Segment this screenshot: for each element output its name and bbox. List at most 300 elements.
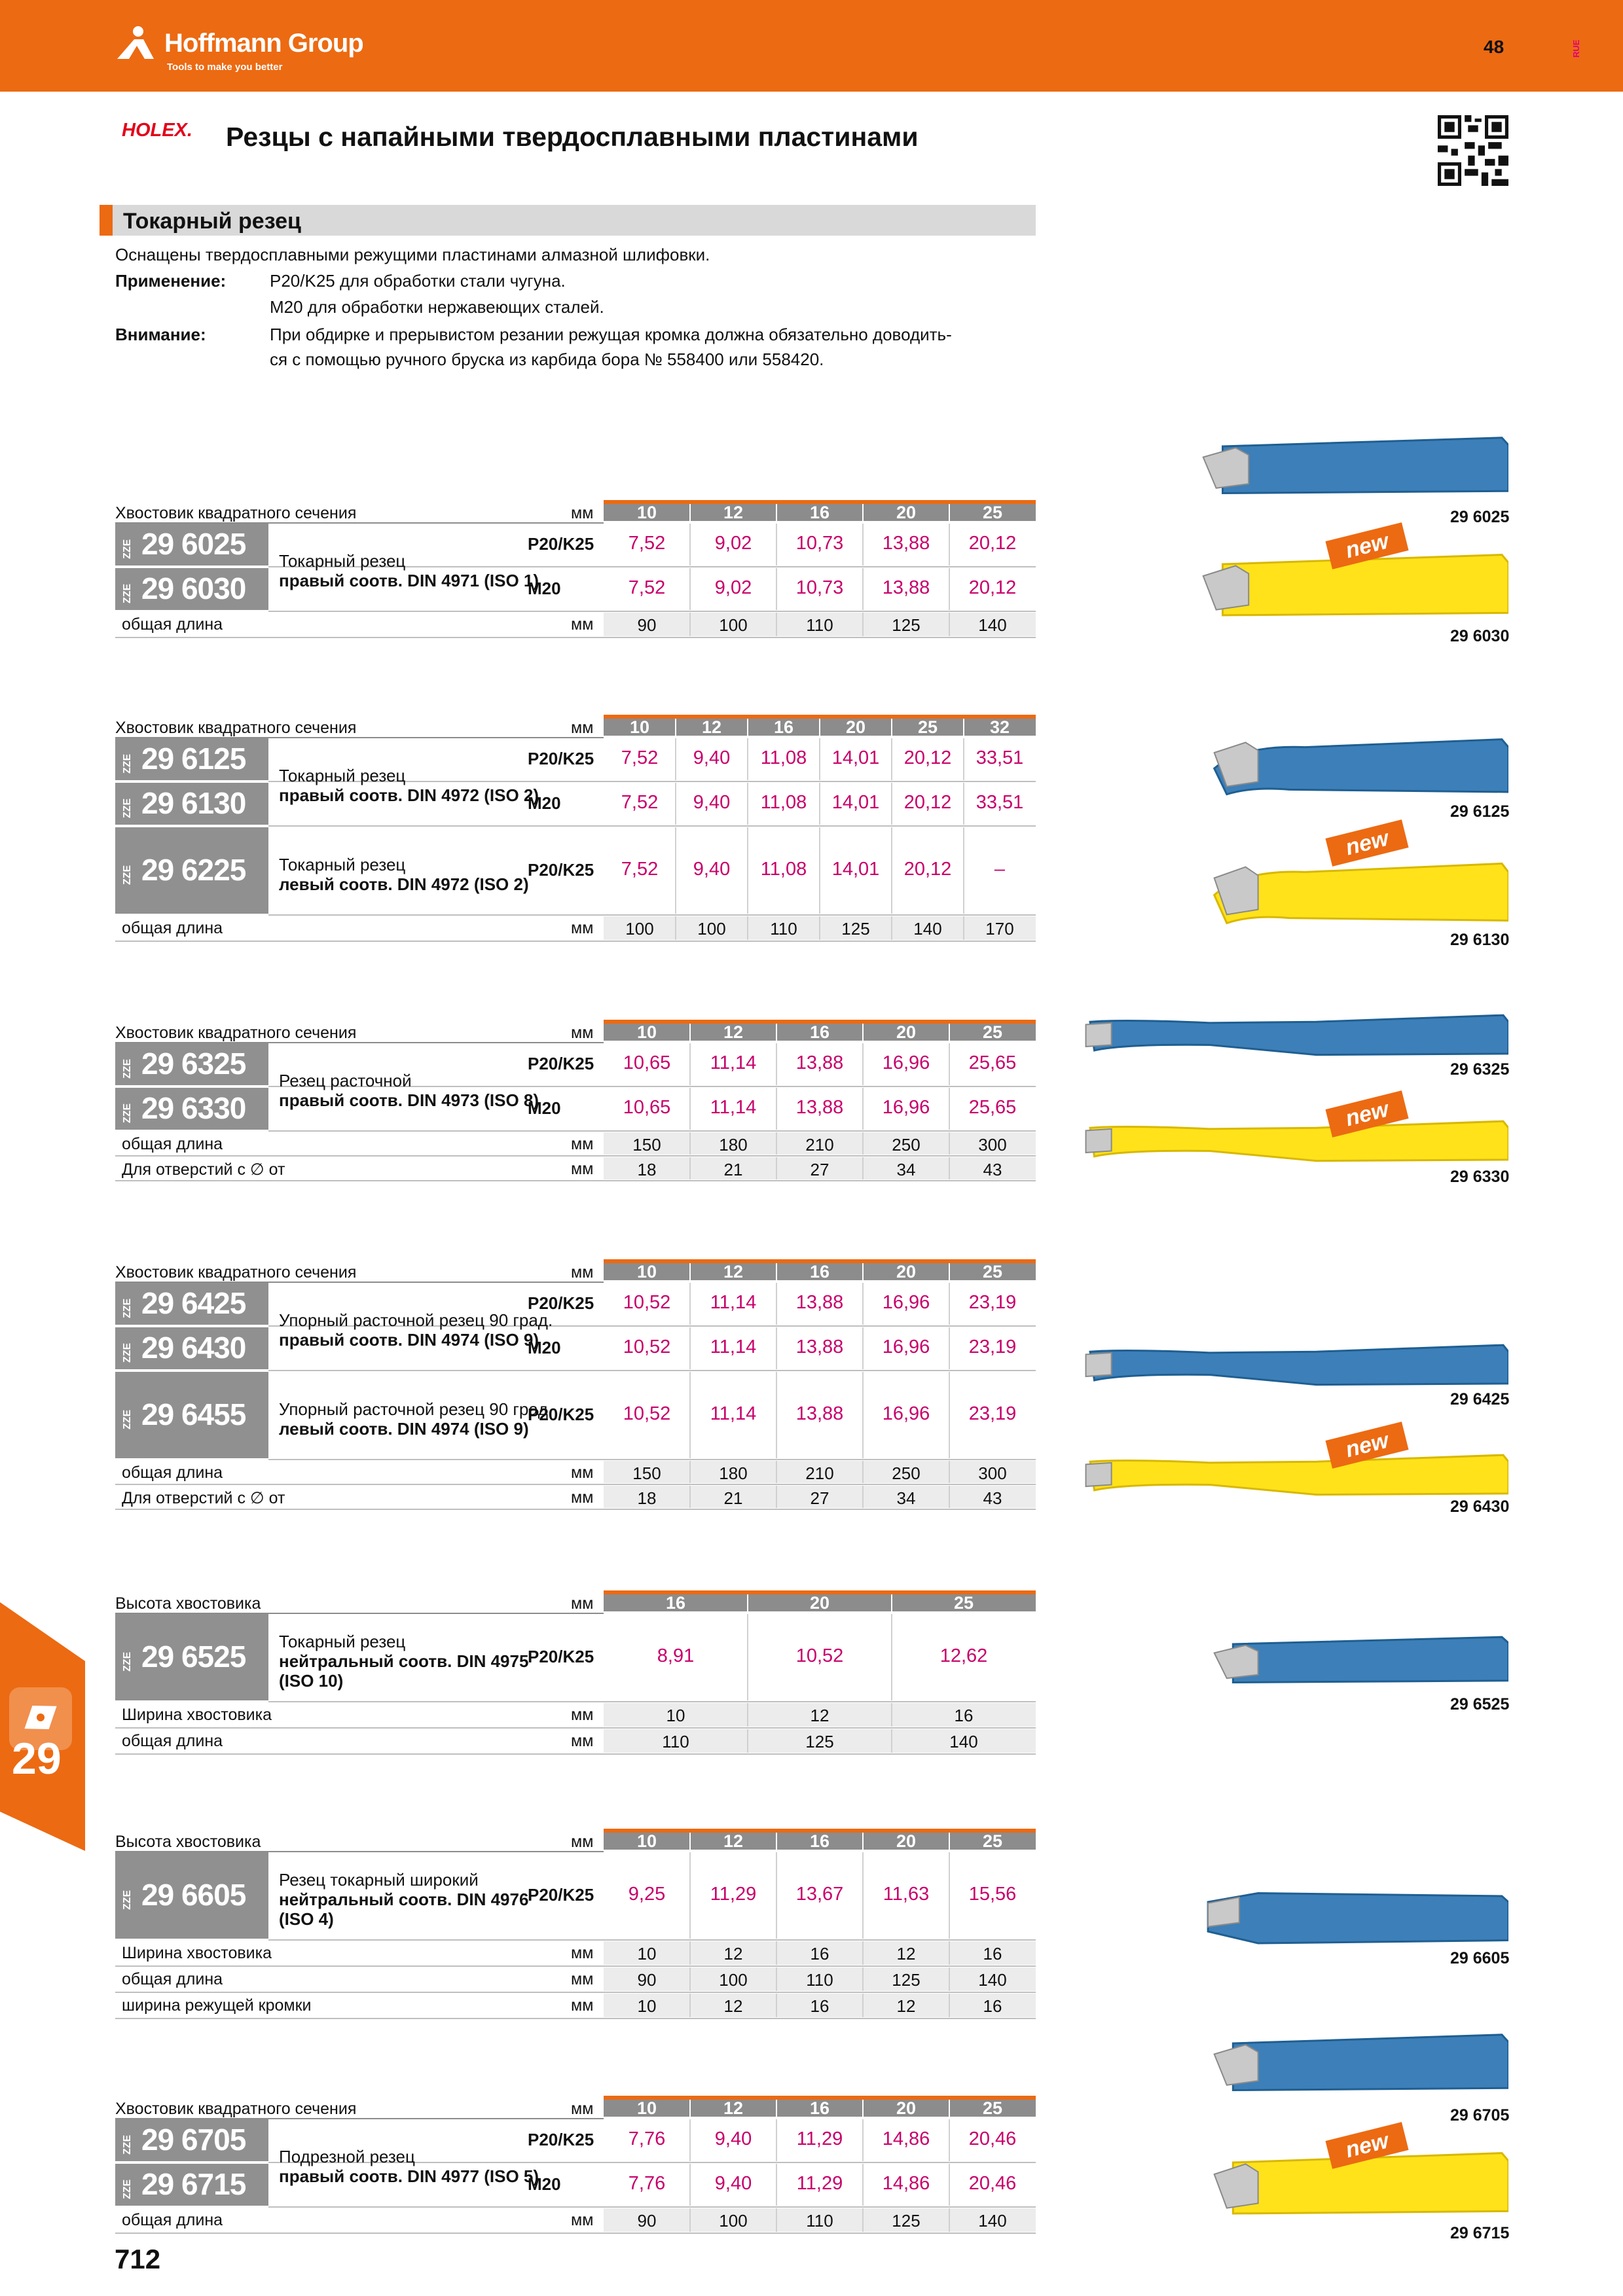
spec-row-value: 43 <box>983 1160 1002 1179</box>
price-cell[interactable]: 20,12 <box>903 859 952 880</box>
zz-code: ZZE <box>122 1103 133 1123</box>
row-divider <box>268 1370 1036 1371</box>
tool-caption: 29 6715 <box>1450 2224 1510 2242</box>
column-divider <box>819 916 820 940</box>
price-cell[interactable]: – <box>994 859 1006 880</box>
column-divider <box>776 1994 777 2017</box>
column-divider <box>689 524 691 565</box>
column-divider <box>776 2208 777 2232</box>
size-header-cell: 20 <box>896 1022 917 1042</box>
spec-row-unit: мм <box>571 2211 594 2229</box>
column-divider <box>963 719 964 737</box>
column-divider <box>675 719 676 737</box>
table-head-label: Высота хвостовика <box>115 1833 261 1851</box>
tool-image <box>1195 725 1508 804</box>
price-cell[interactable]: 16,96 <box>882 1403 930 1424</box>
table-head-label: Хвостовик квадратного сечения <box>115 504 357 522</box>
column-divider <box>949 1486 950 1508</box>
price-cell[interactable]: 33,51 <box>976 747 1024 768</box>
price-cell[interactable]: 7,76 <box>628 2173 666 2194</box>
description-line: нейтральный соотв. DIN 4975 <box>279 1651 529 1671</box>
row-divider <box>115 1965 1036 1967</box>
spec-row-value: 16 <box>983 1944 1002 1964</box>
price-cell[interactable]: 9,40 <box>693 859 731 880</box>
article-number-box[interactable] <box>115 568 268 610</box>
size-header-cell: 10 <box>636 2098 657 2118</box>
column-divider <box>689 504 691 522</box>
article-number-box[interactable] <box>115 1614 268 1700</box>
spec-row-value: 90 <box>637 1970 657 1990</box>
spec-row-value: 110 <box>806 1970 833 1990</box>
article-number: 29 6125 <box>141 742 246 776</box>
column-divider <box>963 916 964 940</box>
description-line: Подрезной резец <box>279 2147 415 2166</box>
column-divider <box>747 916 748 940</box>
price-cell[interactable]: 25,65 <box>968 1052 1017 1073</box>
price-cell[interactable]: 13,88 <box>795 1403 844 1424</box>
price-cell[interactable]: 11,29 <box>796 2173 843 2194</box>
price-cell[interactable]: 9,25 <box>628 1884 666 1905</box>
spec-row-label: общая длина <box>122 615 223 634</box>
column-divider <box>949 568 950 610</box>
price-cell[interactable]: 13,88 <box>795 1336 844 1357</box>
column-divider <box>776 1263 777 1282</box>
article-number-box[interactable] <box>115 1283 268 1325</box>
spec-row-value: 110 <box>806 615 833 635</box>
column-divider <box>862 1833 864 1851</box>
price-cell[interactable]: 16,96 <box>882 1336 930 1357</box>
price-cell[interactable]: 9,02 <box>714 577 752 598</box>
size-header-cell: 20 <box>896 503 917 522</box>
row-divider <box>268 1130 1036 1132</box>
price-cell[interactable]: 11,14 <box>710 1097 757 1118</box>
price-cell[interactable]: 10,52 <box>623 1292 671 1313</box>
column-divider <box>689 1088 691 1130</box>
article-number-box[interactable] <box>115 2164 268 2206</box>
column-divider <box>776 1043 777 1085</box>
price-cell[interactable]: 11,14 <box>710 1292 757 1313</box>
description-line: левый соотв. DIN 4972 (ISO 2) <box>279 874 529 894</box>
section-header <box>100 205 1036 236</box>
price-cell[interactable]: 33,51 <box>976 792 1024 813</box>
spec-row-unit: мм <box>571 1706 594 1724</box>
price-cell[interactable]: 20,12 <box>903 747 952 768</box>
zz-code: ZZE <box>122 1651 133 1672</box>
spec-row-unit: мм <box>571 615 594 634</box>
price-cell[interactable]: 13,88 <box>795 1292 844 1313</box>
spec-row-value: 21 <box>723 1160 743 1179</box>
spec-row-label: ширина режущей кромки <box>122 1996 312 2015</box>
price-cell[interactable]: 12,62 <box>939 1645 988 1666</box>
warning-line-2: ся с помощью ручного бруска из карбида бора № 558400 или 558420. <box>270 350 824 369</box>
tool-caption: 29 6125 <box>1450 802 1510 821</box>
spec-row-value: 125 <box>805 1732 834 1751</box>
column-divider <box>689 1994 691 2017</box>
price-cell[interactable]: 20,12 <box>968 533 1017 554</box>
spec-row-value: 100 <box>719 615 748 635</box>
column-divider <box>862 1024 864 1042</box>
spec-row-value: 180 <box>719 1463 748 1483</box>
column-divider <box>747 1729 748 1753</box>
article-number-box[interactable] <box>115 1088 268 1130</box>
price-cell[interactable]: 20,12 <box>968 577 1017 598</box>
spec-row-value: 21 <box>723 1488 743 1508</box>
size-header-cell: 16 <box>773 717 794 737</box>
price-cell[interactable]: 14,01 <box>831 792 880 813</box>
carbide-grade: P20/K25 <box>528 1647 594 1666</box>
price-cell[interactable]: 13,88 <box>795 1052 844 1073</box>
size-header-cell: 25 <box>982 1262 1003 1282</box>
column-divider <box>862 2164 864 2206</box>
column-divider <box>747 738 748 780</box>
column-divider <box>891 783 892 825</box>
spec-row-value: 10 <box>666 1706 685 1725</box>
spec-row-value: 18 <box>637 1160 657 1179</box>
column-divider <box>776 1852 777 1939</box>
tool-caption: 29 6330 <box>1450 1168 1510 1186</box>
column-divider <box>747 1703 748 1727</box>
tool-caption: 29 6425 <box>1450 1390 1510 1408</box>
price-cell[interactable]: 11,08 <box>760 747 807 768</box>
size-header-cell: 10 <box>636 1262 657 1282</box>
spec-row-value: 110 <box>662 1732 689 1751</box>
price-cell[interactable]: 11,29 <box>796 2128 843 2149</box>
size-header-cell: 25 <box>982 1831 1003 1851</box>
spec-row-value: 34 <box>896 1160 916 1179</box>
column-divider <box>776 1132 777 1155</box>
spec-row-value: 12 <box>896 1996 916 2016</box>
column-divider <box>891 916 892 940</box>
size-header <box>604 1020 1036 1041</box>
price-cell[interactable]: 9,40 <box>693 792 731 813</box>
row-divider <box>115 1992 1036 1993</box>
price-cell[interactable]: 7,52 <box>628 577 666 598</box>
spec-row-value: 100 <box>697 919 726 939</box>
price-cell[interactable]: 13,67 <box>795 1884 844 1905</box>
row-divider <box>268 1459 1036 1460</box>
column-divider <box>776 568 777 610</box>
price-cell[interactable]: 10,52 <box>623 1336 671 1357</box>
spec-row-unit: мм <box>571 919 594 937</box>
price-cell[interactable]: 14,01 <box>831 859 880 880</box>
price-cell[interactable]: 23,19 <box>968 1336 1017 1357</box>
price-cell[interactable]: 25,65 <box>968 1097 1017 1118</box>
spec-row-value: 34 <box>896 1488 916 1508</box>
price-cell[interactable]: 15,56 <box>968 1884 1017 1905</box>
column-divider <box>862 1043 864 1085</box>
article-number-box[interactable] <box>115 738 268 780</box>
size-header-cell: 12 <box>723 1831 744 1851</box>
article-number-box[interactable] <box>115 783 268 825</box>
article-description <box>279 766 539 805</box>
spec-row-value: 140 <box>913 919 942 939</box>
column-divider <box>776 2100 777 2118</box>
price-cell[interactable]: 11,63 <box>883 1884 930 1905</box>
size-header-cell: 20 <box>896 1831 917 1851</box>
column-divider <box>862 1461 864 1483</box>
column-divider <box>776 1486 777 1508</box>
spec-row-label: общая длина <box>122 1135 223 1153</box>
spec-row-value: 16 <box>810 1996 830 2016</box>
row-divider <box>268 611 1036 612</box>
column-divider <box>891 827 892 914</box>
spec-row-value: 125 <box>841 919 870 939</box>
spec-row-value: 180 <box>719 1135 748 1155</box>
zz-code: ZZE <box>122 1298 133 1318</box>
size-header-cell: 10 <box>636 503 657 522</box>
column-divider <box>949 2119 950 2161</box>
spec-row-unit: мм <box>571 1944 594 1962</box>
price-cell[interactable]: 9,40 <box>714 2173 752 2194</box>
spec-row-value: 12 <box>723 1944 743 1964</box>
table-head-unit: мм <box>571 1263 594 1282</box>
spec-row-value: 100 <box>625 919 654 939</box>
new-badge: new <box>1325 2122 1408 2169</box>
carbide-grade: P20/K25 <box>528 1885 594 1905</box>
price-cell[interactable]: 10,52 <box>795 1645 844 1666</box>
carbide-grade: M20 <box>528 1338 561 1357</box>
carbide-grade: M20 <box>528 579 561 598</box>
price-cell[interactable]: 14,01 <box>831 747 880 768</box>
column-divider <box>689 1024 691 1042</box>
spec-row-value: 10 <box>637 1944 657 1964</box>
article-number-box[interactable] <box>115 1327 268 1369</box>
column-divider <box>891 1594 892 1613</box>
price-cell[interactable]: 7,52 <box>621 859 659 880</box>
article-number: 29 6130 <box>141 786 246 820</box>
size-header-cell: 16 <box>809 1022 830 1042</box>
spec-row-value: 16 <box>810 1944 830 1964</box>
price-cell[interactable]: 11,08 <box>760 792 807 813</box>
price-cell[interactable]: 20,46 <box>968 2173 1017 2194</box>
description-line: Токарный резец <box>279 855 406 874</box>
column-divider <box>819 827 820 914</box>
table-head-unit: мм <box>571 504 594 522</box>
column-divider <box>776 2119 777 2161</box>
column-divider <box>776 613 777 636</box>
spec-row-value: 100 <box>719 2211 748 2231</box>
article-number-box[interactable] <box>115 1043 268 1085</box>
size-header-cell: 20 <box>896 2098 917 2118</box>
tool-image <box>1195 2029 1508 2101</box>
column-divider <box>862 2100 864 2118</box>
price-cell[interactable]: 11,14 <box>710 1336 757 1357</box>
row-divider <box>115 1155 1036 1157</box>
column-divider <box>891 1703 892 1727</box>
description-line: правый соотв. DIN 4977 (ISO 5) <box>279 2166 539 2186</box>
article-description <box>279 1870 528 1929</box>
tool-image <box>1082 1335 1508 1390</box>
column-divider <box>747 783 748 825</box>
column-divider <box>949 1327 950 1369</box>
price-cell[interactable]: 13,88 <box>795 1097 844 1118</box>
tool-caption: 29 6325 <box>1450 1060 1510 1079</box>
size-header-cell: 25 <box>917 717 938 737</box>
row-divider <box>115 1180 1036 1181</box>
column-divider <box>862 1132 864 1155</box>
column-divider <box>747 1594 748 1613</box>
column-divider <box>891 719 892 737</box>
zz-code: ZZE <box>122 1342 133 1363</box>
price-cell[interactable]: 10,73 <box>795 577 844 598</box>
zz-code: ZZE <box>122 539 133 559</box>
column-divider <box>949 2208 950 2232</box>
zz-code: ZZE <box>122 1409 133 1429</box>
article-number-box[interactable] <box>115 1852 268 1939</box>
column-divider <box>949 1941 950 1965</box>
price-cell[interactable]: 23,19 <box>968 1403 1017 1424</box>
article-number-box[interactable] <box>115 827 268 914</box>
description-line: левый соотв. DIN 4974 (ISO 9) <box>279 1419 529 1439</box>
column-divider <box>776 1024 777 1042</box>
spec-row-unit: мм <box>571 1488 594 1507</box>
column-divider <box>949 613 950 636</box>
price-cell[interactable]: 7,76 <box>628 2128 666 2149</box>
column-divider <box>949 1024 950 1042</box>
spec-row-unit: мм <box>571 1463 594 1482</box>
article-description <box>279 551 539 590</box>
tool-caption: 29 6430 <box>1450 1498 1510 1516</box>
spec-row-value: 125 <box>892 2211 921 2231</box>
price-cell[interactable]: 9,40 <box>714 2128 752 2149</box>
column-divider <box>949 2100 950 2118</box>
row-divider <box>268 914 1036 916</box>
column-divider <box>689 2119 691 2161</box>
spec-row-label: общая длина <box>122 919 223 937</box>
spec-row-value: 150 <box>632 1135 661 1155</box>
price-cell[interactable]: 10,73 <box>795 533 844 554</box>
chapter-tab[interactable] <box>0 1602 85 1851</box>
price-cell[interactable]: 11,29 <box>710 1884 757 1905</box>
article-number: 29 6325 <box>141 1047 246 1081</box>
column-divider <box>949 2164 950 2206</box>
size-header <box>604 1829 1036 1850</box>
carbide-grade: M20 <box>528 1098 561 1118</box>
price-cell[interactable]: 11,14 <box>710 1403 757 1424</box>
price-cell[interactable]: 14,86 <box>882 2128 930 2149</box>
column-divider <box>747 1614 748 1700</box>
zz-code: ZZE <box>122 2134 133 2155</box>
spec-row-value: 12 <box>810 1706 830 1725</box>
price-cell[interactable]: 10,65 <box>623 1052 671 1073</box>
spec-row-label: Для отверстий с ∅ от <box>122 1160 285 1179</box>
spec-row-value: 100 <box>719 1970 748 1990</box>
price-cell[interactable]: 20,46 <box>968 2128 1017 2149</box>
price-cell[interactable]: 13,88 <box>882 577 930 598</box>
table-head-unit: мм <box>571 719 594 737</box>
column-divider <box>862 1994 864 2017</box>
size-header-cell: 16 <box>809 2098 830 2118</box>
column-divider <box>776 1327 777 1369</box>
price-cell[interactable]: 20,12 <box>903 792 952 813</box>
price-cell[interactable]: 8,91 <box>657 1645 695 1666</box>
price-cell[interactable]: 7,52 <box>628 533 666 554</box>
column-divider <box>675 783 676 825</box>
qr-code-icon[interactable] <box>1438 115 1508 186</box>
row-divider <box>115 941 1036 942</box>
zz-code: ZZE <box>122 1058 133 1079</box>
carbide-grade: P20/K25 <box>528 1405 594 1424</box>
tool-caption: 29 6525 <box>1450 1695 1510 1713</box>
price-cell[interactable]: 9,40 <box>693 747 731 768</box>
column-divider <box>819 738 820 780</box>
article-number-box[interactable] <box>115 1372 268 1458</box>
price-cell[interactable]: 16,96 <box>882 1097 930 1118</box>
column-divider <box>776 1088 777 1130</box>
new-badge: new <box>1325 1422 1408 1469</box>
price-cell[interactable]: 23,19 <box>968 1292 1017 1313</box>
row-divider <box>115 1753 1036 1755</box>
spec-row-unit: мм <box>571 1160 594 1178</box>
column-divider <box>776 1461 777 1483</box>
size-header-cell: 10 <box>629 717 650 737</box>
brand-name: Hoffmann Group <box>164 29 363 58</box>
article-number: 29 6030 <box>141 571 246 605</box>
section-accent <box>100 205 113 236</box>
carbide-grade: P20/K25 <box>528 860 594 880</box>
column-divider <box>776 1941 777 1965</box>
spec-row-value: 140 <box>949 1732 978 1751</box>
article-number: 29 6605 <box>141 1878 246 1912</box>
size-header-cell: 20 <box>809 1593 830 1613</box>
column-divider <box>891 738 892 780</box>
column-divider <box>689 1043 691 1085</box>
spec-row-label: Для отверстий с ∅ от <box>122 1489 285 1507</box>
article-number-box[interactable] <box>115 2119 268 2161</box>
spec-row-unit: мм <box>571 1996 594 2015</box>
article-number: 29 6225 <box>141 853 246 887</box>
tool-caption: 29 6605 <box>1450 1949 1510 1967</box>
new-badge: new <box>1325 819 1408 867</box>
column-divider <box>776 524 777 565</box>
spec-row-value: 170 <box>985 919 1014 939</box>
spec-row-value: 27 <box>810 1488 830 1508</box>
price-cell[interactable]: 16,96 <box>882 1052 930 1073</box>
price-cell[interactable]: 7,52 <box>621 792 659 813</box>
spec-row-value: 90 <box>637 2211 657 2231</box>
description-line: (ISO 4) <box>279 1909 334 1929</box>
price-cell[interactable]: 10,52 <box>623 1403 671 1424</box>
size-header-cell: 12 <box>723 503 744 522</box>
column-divider <box>776 1157 777 1179</box>
spec-row-value: 300 <box>978 1463 1007 1483</box>
spec-row-value: 90 <box>637 615 657 635</box>
spec-row-value: 125 <box>892 615 921 635</box>
price-cell[interactable]: 10,65 <box>623 1097 671 1118</box>
size-header-cell: 32 <box>989 717 1010 737</box>
price-cell[interactable]: 14,86 <box>882 2173 930 2194</box>
column-divider <box>862 1941 864 1965</box>
price-cell[interactable]: 9,02 <box>714 533 752 554</box>
article-description <box>279 1632 528 1691</box>
price-cell[interactable]: 13,88 <box>882 533 930 554</box>
price-cell[interactable]: 7,52 <box>621 747 659 768</box>
spec-row-value: 250 <box>892 1463 921 1483</box>
price-cell[interactable]: 16,96 <box>882 1292 930 1313</box>
row-divider <box>115 1509 1036 1510</box>
spec-row-unit: мм <box>571 1732 594 1750</box>
hoffmann-logo[interactable] <box>115 22 390 81</box>
spec-row-value: 27 <box>810 1160 830 1179</box>
article-number-box[interactable] <box>115 524 268 565</box>
price-cell[interactable]: 11,14 <box>710 1052 757 1073</box>
article-number: 29 6330 <box>141 1091 246 1125</box>
description-line: правый соотв. DIN 4974 (ISO 9) <box>279 1330 539 1350</box>
tool-image <box>1184 432 1508 504</box>
price-cell[interactable]: 11,08 <box>760 859 807 880</box>
spec-row-label: общая длина <box>122 1463 223 1482</box>
size-header <box>604 1259 1036 1280</box>
